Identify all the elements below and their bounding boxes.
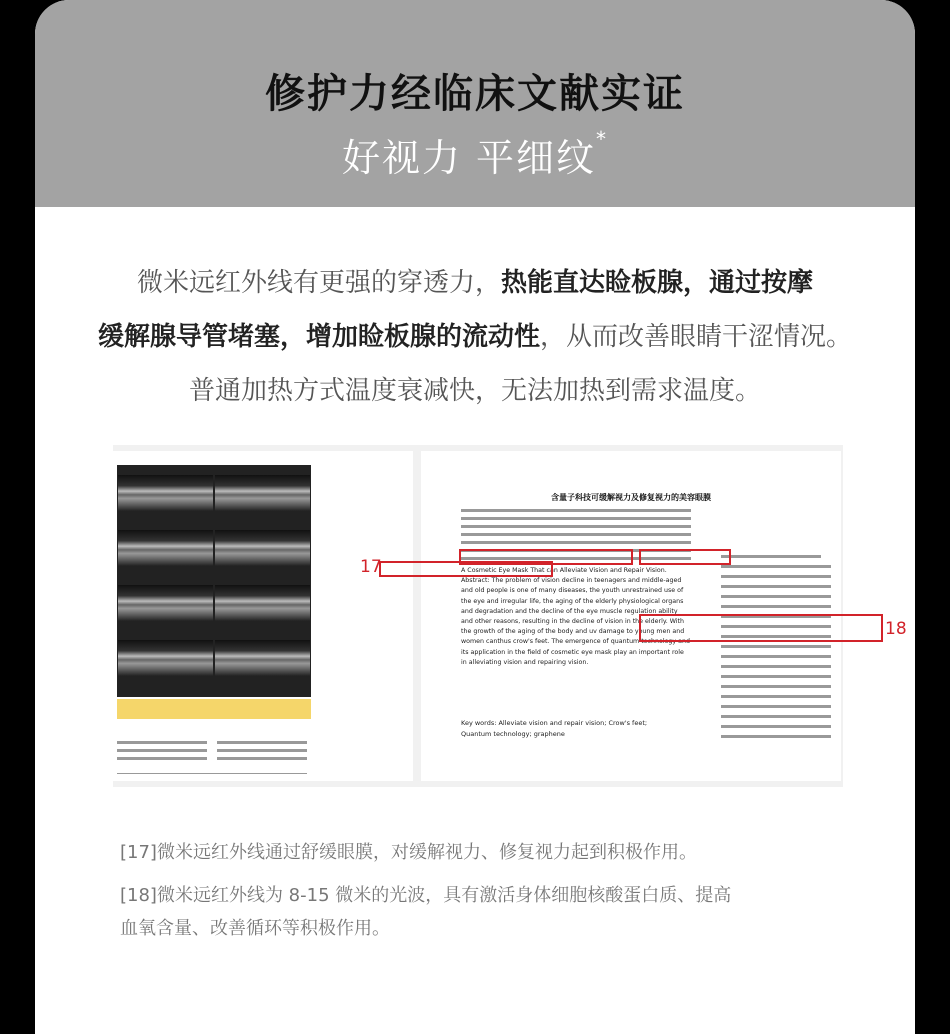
reference-18-box-1	[639, 549, 731, 565]
keywords-line-2: Quantum technology; graphene	[461, 730, 565, 738]
page-subtitle	[35, 127, 915, 182]
reference-18-label: 18	[885, 619, 907, 639]
reference-notes	[120, 836, 840, 955]
paper-abstract: A Cosmetic Eye Mask That can Alleviate Vision and Repair Vision. Abstract: The problem of vision decline in teenagers and middle-aged and old people is one of many diseases, the youth unrestrained use of the eye and irregular life, the aging of the elderly physiological organs and degradation and the decline of the eye muscle regulation ability and other reasons, resulting in the decline of vision in the elderly. With the growth of the aging of the body and uv damage to young men and women canthus crow's feet. The emergence of quantum technology and its application in the field of cosmetic eye mask play an important role in alleviating vision and repairing vision.	[461, 567, 691, 666]
highlighted-caption	[117, 699, 311, 719]
reference-17-note: [17]微米远红外线通过舒缓眼膜，对缓解视力、修复视力起到积极作用。	[120, 842, 697, 863]
reference-17-label: 17	[360, 557, 382, 577]
paper-left-page	[113, 451, 413, 781]
reference-18-note	[120, 879, 840, 945]
oct-scan-image	[117, 465, 311, 697]
reference-18-line-2: 血氧含量、改善循环等积极作用。	[120, 918, 390, 939]
description-line-2-bold: 缓解腺导管堵塞，增加睑板腺的流动性	[97, 322, 540, 352]
keywords-line-1: Key words: Alleviate vision and repair vision; Crow's feet;	[461, 719, 648, 727]
paper-title: 含量子科技可缓解视力及修复视力的美容眼膜	[551, 493, 711, 502]
content-card	[35, 0, 915, 1034]
subtitle-mark: *	[596, 127, 609, 151]
paper-keywords	[461, 718, 691, 740]
description-line-2-normal: ，从而改善眼睛干涩情况。	[540, 322, 853, 352]
reference-18-box-2	[639, 614, 883, 642]
subtitle-text: 好视力 平细纹	[341, 136, 597, 180]
description-line-1-bold: 热能直达睑板腺，通过按摩	[501, 268, 814, 298]
reference-18-line-1: [18]微米远红外线为 8-15 微米的光波，具有激活身体细胞核酸蛋白质、提高	[120, 885, 732, 906]
description-line-1-normal: 微米远红外线有更强的穿透力，	[136, 268, 501, 298]
header-banner	[35, 0, 915, 207]
description-text	[35, 256, 915, 418]
description-line-2	[35, 310, 915, 364]
description-line-1	[35, 256, 915, 310]
description-line-3: 普通加热方式温度衰减快，无法加热到需求温度。	[188, 376, 761, 406]
reference-17-box-2	[379, 561, 553, 577]
paper-figure	[113, 445, 907, 787]
page-title: 修护力经临床文献实证	[265, 71, 685, 117]
